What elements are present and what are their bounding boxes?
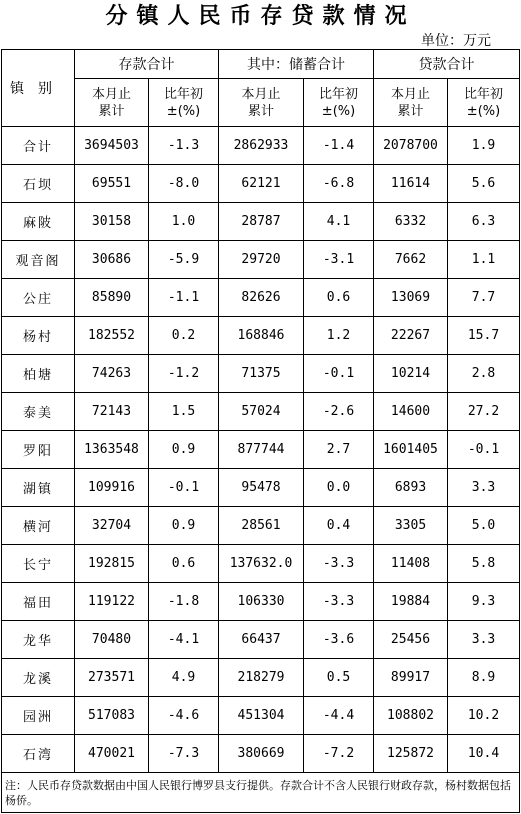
deposit-change-cell: -1.1: [149, 279, 219, 317]
savings-amount-cell: 877744: [219, 431, 304, 469]
table-row: [2, 621, 520, 659]
town-cell: 泰美: [2, 393, 75, 431]
savings-change-cell: 0.0: [304, 469, 374, 507]
table-row: [2, 697, 520, 735]
table-row: [2, 279, 520, 317]
deposit-change-cell: -5.9: [149, 241, 219, 279]
subheader-deposit-month-end: [75, 79, 149, 127]
savings-amount-cell: 95478: [219, 469, 304, 507]
savings-change-cell: -3.1: [304, 241, 374, 279]
loan-change-cell: 3.3: [448, 621, 520, 659]
loan-amount-cell: 2078700: [374, 127, 448, 165]
town-cell: 福田: [2, 583, 75, 621]
subheader-line: 比年初: [463, 86, 503, 102]
loan-amount-cell: 13069: [374, 279, 448, 317]
loan-amount-cell: 108802: [374, 697, 448, 735]
town-cell: 合计: [2, 127, 75, 165]
savings-amount-cell: 29720: [219, 241, 304, 279]
savings-change-cell: 0.6: [304, 279, 374, 317]
savings-change-cell: -0.1: [304, 355, 374, 393]
town-cell: 石湾: [2, 735, 75, 773]
savings-amount-cell: 57024: [219, 393, 304, 431]
town-cell: 龙华: [2, 621, 75, 659]
deposit-change-cell: -4.6: [149, 697, 219, 735]
deposit-amount-cell: 30686: [75, 241, 149, 279]
subheader-deposit-vs-year-start: [149, 79, 219, 127]
deposit-amount-cell: 109916: [75, 469, 149, 507]
savings-change-cell: 1.2: [304, 317, 374, 355]
deposit-change-cell: -1.3: [149, 127, 219, 165]
loan-amount-cell: 6332: [374, 203, 448, 241]
savings-amount-cell: 137632.0: [219, 545, 304, 583]
deposit-amount-cell: 69551: [75, 165, 149, 203]
savings-change-cell: -2.6: [304, 393, 374, 431]
savings-amount-cell: 451304: [219, 697, 304, 735]
loan-change-cell: 6.3: [448, 203, 520, 241]
column-header-savings-total: 其中：储蓄合计: [219, 50, 374, 79]
town-cell: 观音阁: [2, 241, 75, 279]
deposit-amount-cell: 3694503: [75, 127, 149, 165]
loan-amount-cell: 25456: [374, 621, 448, 659]
savings-amount-cell: 71375: [219, 355, 304, 393]
town-cell: 柏塘: [2, 355, 75, 393]
deposit-amount-cell: 32704: [75, 507, 149, 545]
loan-change-cell: 10.2: [448, 697, 520, 735]
column-header-deposit-total: 存款合计: [75, 50, 219, 79]
deposit-amount-cell: 273571: [75, 659, 149, 697]
subheader-line: 累计: [98, 103, 125, 119]
savings-change-cell: 2.7: [304, 431, 374, 469]
header-row-subcolumns: [2, 79, 520, 127]
table-row: [2, 469, 520, 507]
subheader-line: 本月止: [241, 86, 281, 102]
town-cell: 长宁: [2, 545, 75, 583]
loan-amount-cell: 6893: [374, 469, 448, 507]
subheader-line: 比年初: [163, 86, 203, 102]
savings-amount-cell: 28561: [219, 507, 304, 545]
town-cell: 石坝: [2, 165, 75, 203]
savings-change-cell: -3.3: [304, 583, 374, 621]
loan-amount-cell: 3305: [374, 507, 448, 545]
savings-amount-cell: 380669: [219, 735, 304, 773]
savings-change-cell: -3.6: [304, 621, 374, 659]
savings-amount-cell: 66437: [219, 621, 304, 659]
loan-change-cell: 27.2: [448, 393, 520, 431]
savings-amount-cell: 28787: [219, 203, 304, 241]
table-row: [2, 393, 520, 431]
savings-change-cell: 0.5: [304, 659, 374, 697]
table-row: [2, 507, 520, 545]
page-title: 分镇人民币存贷款情况: [105, 4, 416, 29]
town-cell: 杨村: [2, 317, 75, 355]
subheader-loan-vs-year-start: [448, 79, 520, 127]
deposit-amount-cell: 517083: [75, 697, 149, 735]
deposit-change-cell: -8.0: [149, 165, 219, 203]
loan-change-cell: 8.9: [448, 659, 520, 697]
loan-change-cell: 5.0: [448, 507, 520, 545]
savings-amount-cell: 2862933: [219, 127, 304, 165]
deposit-amount-cell: 74263: [75, 355, 149, 393]
deposit-amount-cell: 119122: [75, 583, 149, 621]
table-row: [2, 127, 520, 165]
loan-change-cell: -0.1: [448, 431, 520, 469]
loan-change-cell: 5.6: [448, 165, 520, 203]
deposit-amount-cell: 182552: [75, 317, 149, 355]
loan-change-cell: 1.1: [448, 241, 520, 279]
subheader-line: 本月止: [390, 86, 430, 102]
table-row: [2, 317, 520, 355]
savings-change-cell: -3.3: [304, 545, 374, 583]
subheader-line: 累计: [247, 103, 274, 119]
deposit-change-cell: -1.2: [149, 355, 219, 393]
loan-amount-cell: 14600: [374, 393, 448, 431]
subheader-line: ±(%): [466, 103, 501, 119]
loan-amount-cell: 11614: [374, 165, 448, 203]
loan-amount-cell: 89917: [374, 659, 448, 697]
deposit-change-cell: 1.0: [149, 203, 219, 241]
loan-amount-cell: 7662: [374, 241, 448, 279]
savings-amount-cell: 62121: [219, 165, 304, 203]
column-header-loan-total: 贷款合计: [374, 50, 520, 79]
subheader-line: 本月止: [91, 86, 131, 102]
table-row: [2, 659, 520, 697]
savings-amount-cell: 168846: [219, 317, 304, 355]
town-cell: 麻陂: [2, 203, 75, 241]
deposit-change-cell: -0.1: [149, 469, 219, 507]
deposit-amount-cell: 72143: [75, 393, 149, 431]
deposit-loan-table: [1, 49, 520, 813]
deposit-amount-cell: 85890: [75, 279, 149, 317]
loan-amount-cell: 10214: [374, 355, 448, 393]
table-row: [2, 431, 520, 469]
table-row: [2, 241, 520, 279]
town-cell: 龙溪: [2, 659, 75, 697]
savings-change-cell: 0.4: [304, 507, 374, 545]
deposit-change-cell: -4.1: [149, 621, 219, 659]
deposit-amount-cell: 70480: [75, 621, 149, 659]
subheader-savings-vs-year-start: [304, 79, 374, 127]
subheader-loan-month-end: [374, 79, 448, 127]
deposit-amount-cell: 30158: [75, 203, 149, 241]
town-cell: 横河: [2, 507, 75, 545]
savings-change-cell: 4.1: [304, 203, 374, 241]
unit-label: 单位：万元: [421, 33, 491, 49]
savings-amount-cell: 106330: [219, 583, 304, 621]
loan-change-cell: 15.7: [448, 317, 520, 355]
loan-change-cell: 9.3: [448, 583, 520, 621]
deposit-change-cell: 4.9: [149, 659, 219, 697]
deposit-amount-cell: 192815: [75, 545, 149, 583]
table-row: [2, 165, 520, 203]
town-cell: 公庄: [2, 279, 75, 317]
deposit-change-cell: 1.5: [149, 393, 219, 431]
table-row: [2, 355, 520, 393]
loan-amount-cell: 19884: [374, 583, 448, 621]
deposit-change-cell: 0.6: [149, 545, 219, 583]
town-cell: 园洲: [2, 697, 75, 735]
loan-amount-cell: 125872: [374, 735, 448, 773]
savings-change-cell: -7.2: [304, 735, 374, 773]
deposit-change-cell: 0.2: [149, 317, 219, 355]
deposit-change-cell: 0.9: [149, 431, 219, 469]
savings-change-cell: -1.4: [304, 127, 374, 165]
subheader-line: ±(%): [321, 103, 356, 119]
header-row-groups: [2, 50, 520, 79]
loan-change-cell: 5.8: [448, 545, 520, 583]
subheader-line: 比年初: [318, 86, 358, 102]
subheader-savings-month-end: [219, 79, 304, 127]
footnote: 注：人民币存贷款数据由中国人民银行博罗县支行提供。存款合计不含人民银行财政存款，杨村数据包括杨侨。: [2, 773, 520, 813]
note-row: [2, 773, 520, 813]
deposit-change-cell: 0.9: [149, 507, 219, 545]
loan-amount-cell: 22267: [374, 317, 448, 355]
table-row: [2, 583, 520, 621]
table-row: [2, 735, 520, 773]
column-header-town: 镇别: [2, 50, 75, 127]
loan-change-cell: 3.3: [448, 469, 520, 507]
deposit-amount-cell: 470021: [75, 735, 149, 773]
table-row: [2, 203, 520, 241]
town-cell: 罗阳: [2, 431, 75, 469]
savings-change-cell: -6.8: [304, 165, 374, 203]
savings-amount-cell: 82626: [219, 279, 304, 317]
deposit-change-cell: -7.3: [149, 735, 219, 773]
loan-change-cell: 7.7: [448, 279, 520, 317]
town-cell: 湖镇: [2, 469, 75, 507]
loan-change-cell: 1.9: [448, 127, 520, 165]
loan-change-cell: 10.4: [448, 735, 520, 773]
deposit-amount-cell: 1363548: [75, 431, 149, 469]
deposit-change-cell: -1.8: [149, 583, 219, 621]
subheader-line: ±(%): [166, 103, 201, 119]
subheader-line: 累计: [397, 103, 424, 119]
table-row: [2, 545, 520, 583]
loan-amount-cell: 1601405: [374, 431, 448, 469]
savings-amount-cell: 218279: [219, 659, 304, 697]
savings-change-cell: -4.4: [304, 697, 374, 735]
loan-amount-cell: 11408: [374, 545, 448, 583]
loan-change-cell: 2.8: [448, 355, 520, 393]
